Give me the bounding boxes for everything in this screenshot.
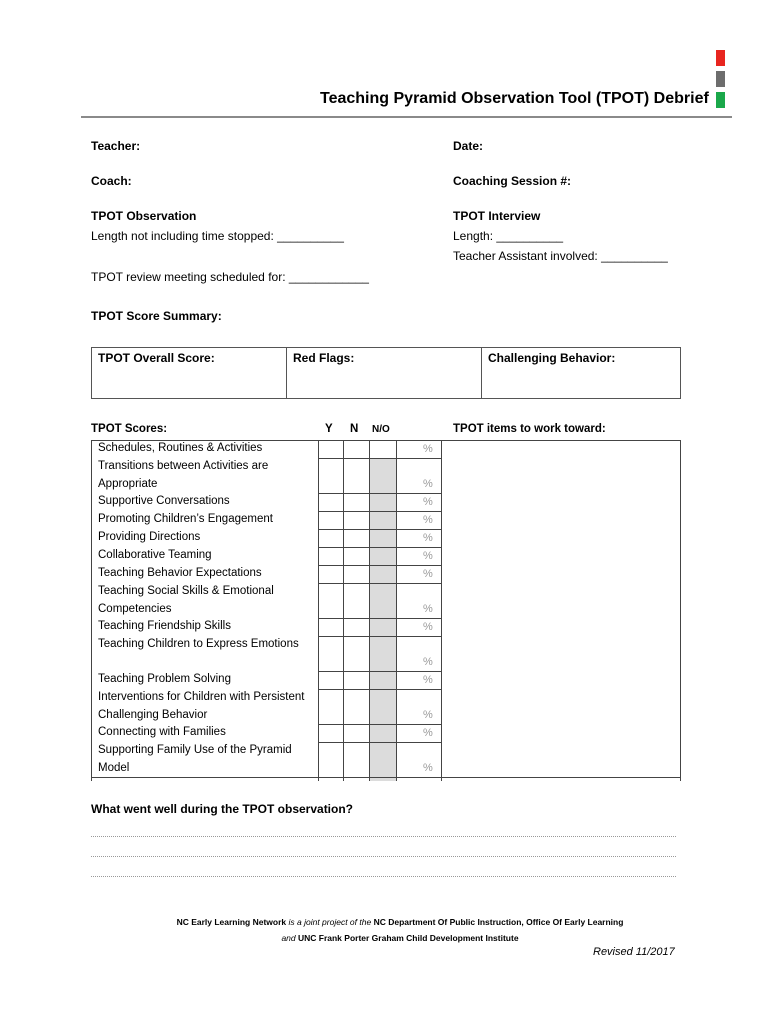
score-row-label: Teaching Problem Solving [98, 673, 231, 685]
row-divider [318, 583, 441, 584]
score-percent[interactable]: % [423, 550, 433, 562]
observation-heading: TPOT Observation [91, 209, 197, 223]
col-y-header: Y [325, 423, 333, 435]
score-row-label: Interventions for Children with Persistent Challenging Behavior [98, 691, 305, 721]
score-row-label: Collaborative Teaming [98, 549, 212, 561]
score-percent[interactable]: % [423, 478, 433, 490]
score-row-label: Supportive Conversations [98, 495, 230, 507]
score-percent[interactable]: % [423, 709, 433, 721]
red-square-icon [716, 50, 725, 66]
scores-table [91, 440, 681, 781]
coach-label: Coach: [91, 174, 132, 188]
challenging-behavior-label: Challenging Behavior: [488, 351, 616, 365]
score-percent[interactable]: % [423, 496, 433, 508]
row-divider [318, 493, 441, 494]
footer-line-1 [80, 914, 720, 930]
footer-dpi: NC Department Of Public Instruction, Office Of Early Learning [373, 917, 624, 927]
score-percent[interactable]: % [423, 656, 433, 668]
title-divider [81, 116, 732, 118]
review-meeting-field: TPOT review meeting scheduled for: ____________ [91, 270, 369, 284]
score-percent[interactable]: % [423, 514, 433, 526]
score-row-label: Teaching Children to Express Emotions [98, 638, 299, 650]
row-divider [318, 547, 441, 548]
score-percent[interactable]: % [423, 674, 433, 686]
well-question: What went well during the TPOT observation? [91, 802, 354, 816]
scores-heading: TPOT Scores: [91, 423, 168, 435]
score-row-label: Teaching Friendship Skills [98, 620, 231, 632]
row-divider [318, 618, 441, 619]
score-percent[interactable]: % [423, 568, 433, 580]
score-row-label: Connecting with Families [98, 726, 226, 738]
score-percent[interactable]: % [423, 727, 433, 739]
score-row-label: Transitions between Activities are Appropriate [98, 460, 269, 490]
overall-score-label: TPOT Overall Score: [98, 351, 215, 365]
green-square-icon [716, 92, 725, 108]
score-row-label: Supporting Family Use of the Pyramid Model [98, 744, 292, 774]
footer-joint: is a joint project of the [286, 917, 374, 927]
row-divider [318, 689, 441, 690]
score-row-label: Providing Directions [98, 531, 201, 543]
red-flags-box [286, 347, 482, 399]
row-divider [318, 742, 441, 743]
row-divider [318, 636, 441, 637]
answer-line-3[interactable] [91, 876, 676, 877]
challenging-behavior-box [481, 347, 681, 399]
page-title: Teaching Pyramid Observation Tool (TPOT) Debrief [320, 90, 709, 107]
footer-network: NC Early Learning Network [176, 917, 287, 927]
interview-length: Length: __________ [453, 229, 564, 243]
answer-line-1[interactable] [91, 836, 676, 837]
footer-unc: UNC Frank Porter Graham Child Development Institute [297, 933, 519, 943]
score-percent[interactable]: % [423, 532, 433, 544]
summary-heading: TPOT Score Summary: [91, 309, 222, 323]
col-items-header: TPOT items to work toward: [453, 423, 606, 435]
red-flags-label: Red Flags: [293, 351, 355, 365]
score-percent[interactable]: % [423, 603, 433, 615]
score-percent[interactable]: % [423, 621, 433, 633]
row-divider [318, 671, 441, 672]
row-divider [318, 458, 441, 459]
score-row-label: Teaching Behavior Expectations [98, 567, 262, 579]
row-divider [318, 511, 441, 512]
score-row-label: Promoting Children’s Engagement [98, 513, 273, 525]
row-divider [318, 565, 441, 566]
na-column-shade [369, 458, 396, 781]
row-divider [318, 724, 441, 725]
revised-date: Revised 11/2017 [593, 946, 675, 958]
col-n-header: N [350, 423, 359, 435]
score-row-label: Teaching Social Skills & Emotional Competencies [98, 585, 274, 615]
overall-score-box [91, 347, 287, 399]
date-label: Date: [453, 139, 484, 153]
teacher-assistant-field: Teacher Assistant involved: __________ [453, 249, 668, 263]
row-divider [318, 529, 441, 530]
coaching-session-label: Coaching Session #: [453, 174, 572, 188]
teacher-label: Teacher: [91, 139, 141, 153]
answer-line-2[interactable] [91, 856, 676, 857]
col-na-header: N/O [372, 424, 390, 435]
interview-heading: TPOT Interview [453, 209, 541, 223]
footer-and: and [281, 933, 298, 943]
gray-square-icon [716, 71, 725, 87]
footer-line-2 [80, 930, 720, 946]
score-row-label: Schedules, Routines & Activities [98, 442, 263, 454]
score-percent[interactable]: % [423, 443, 433, 455]
observation-length: Length not including time stopped: __________ [91, 229, 344, 243]
score-percent[interactable]: % [423, 762, 433, 774]
